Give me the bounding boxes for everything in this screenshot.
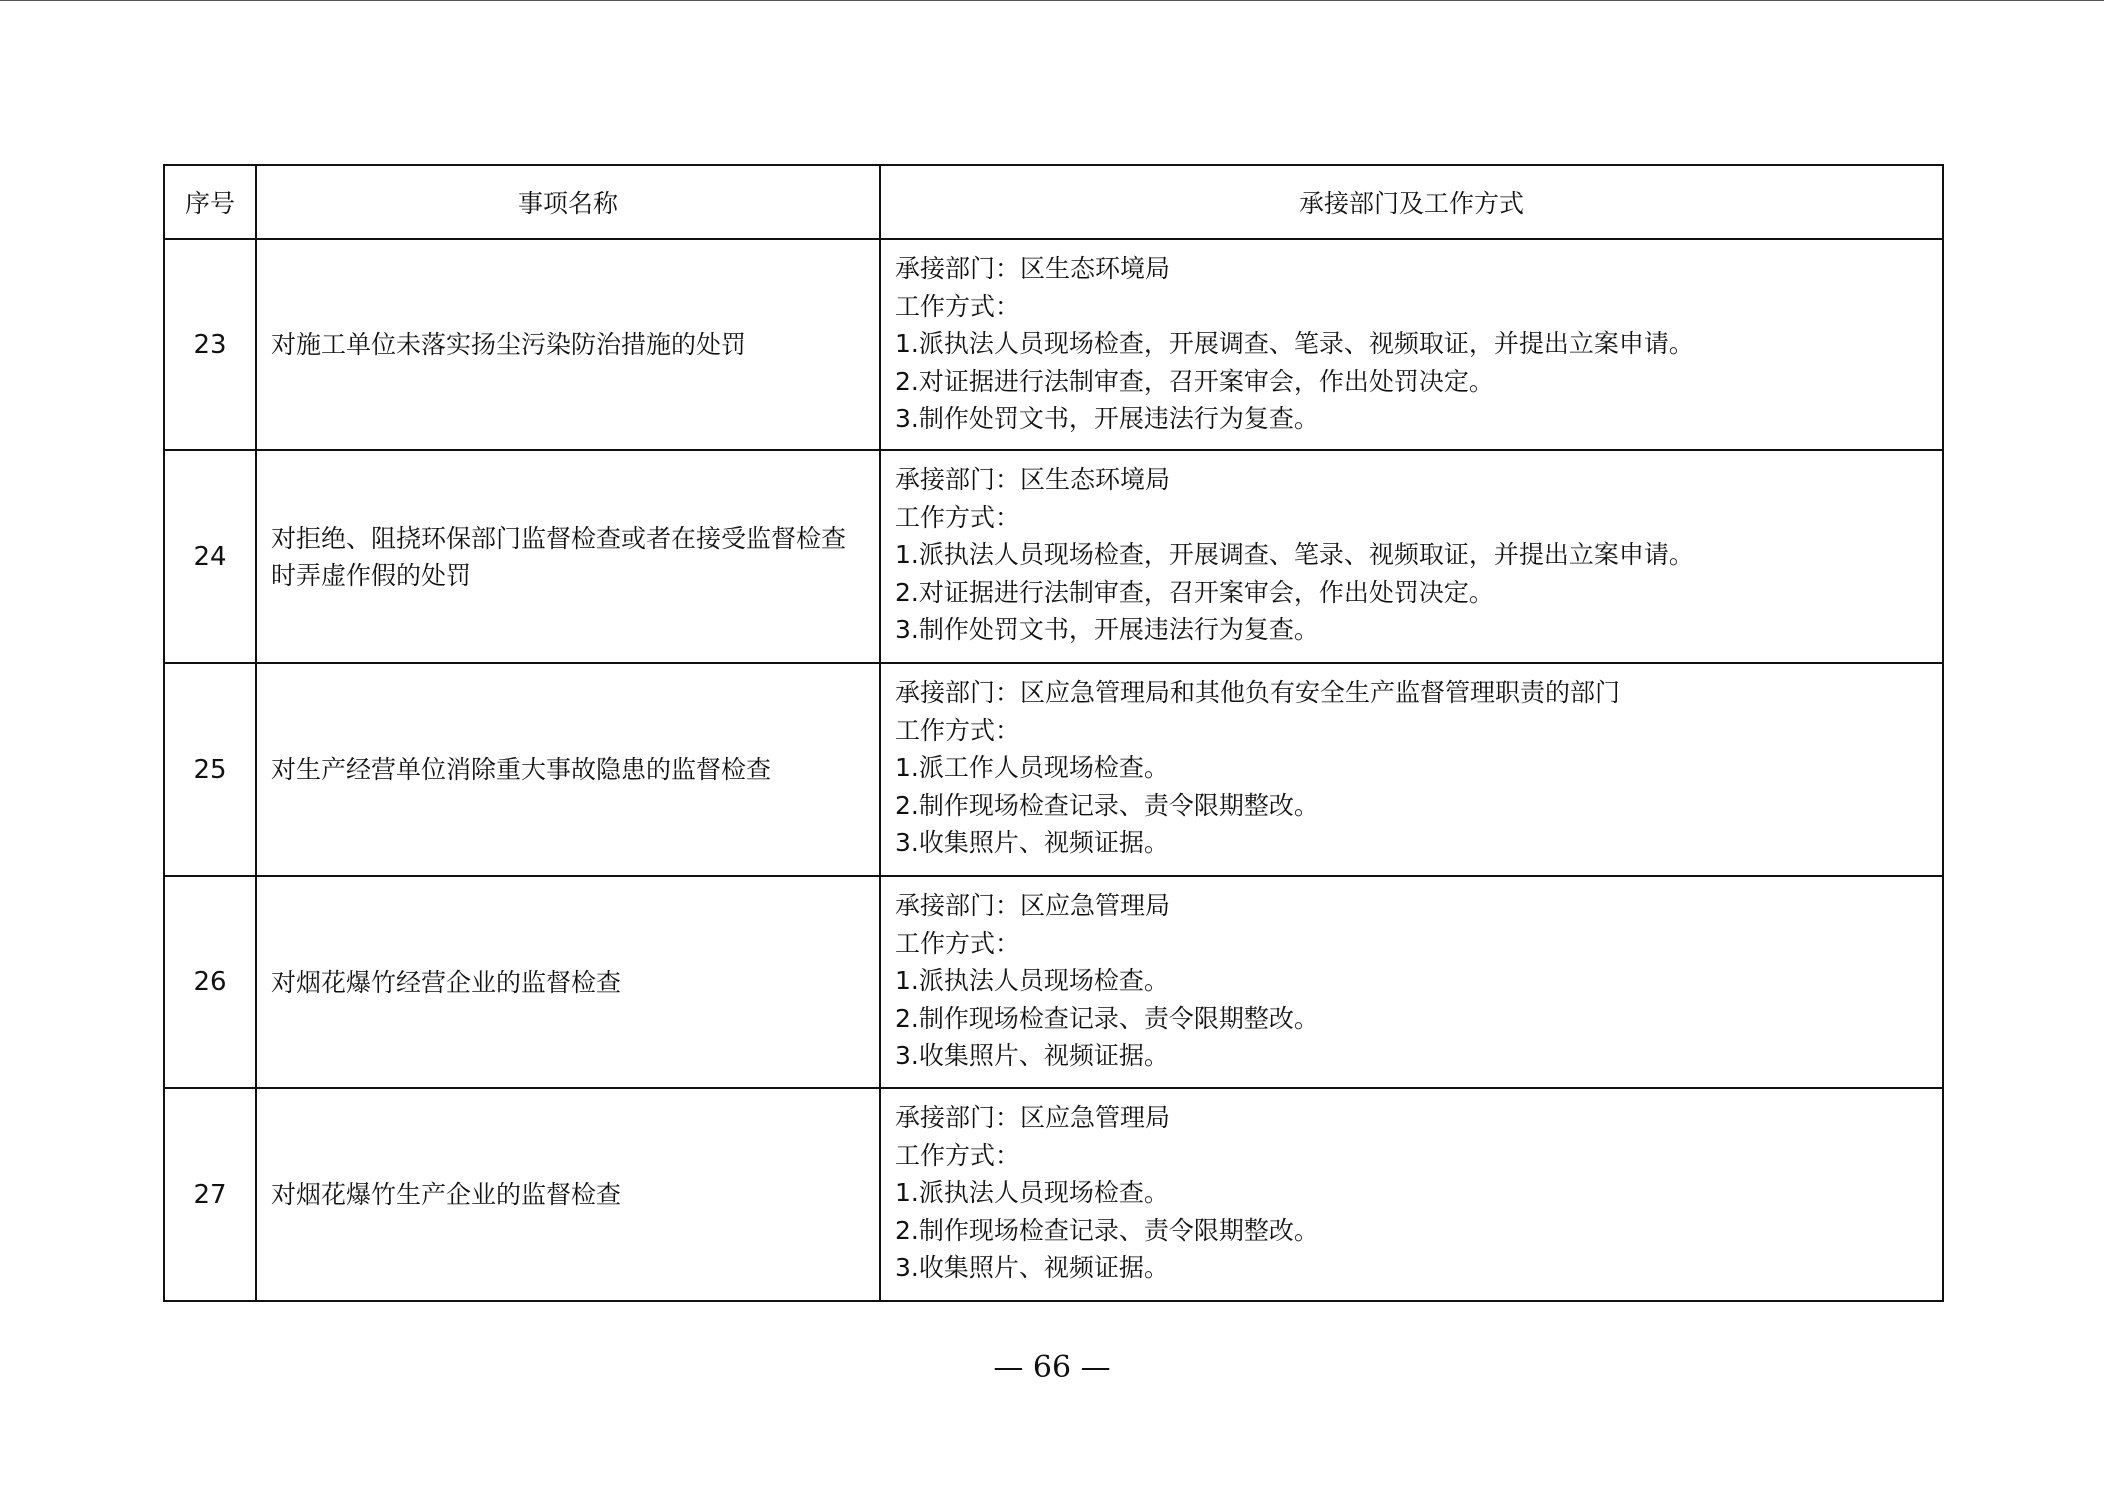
method-line: 1.派执法人员现场检查。 — [895, 1178, 1169, 1207]
method-line: 承接部门：区应急管理局 — [895, 891, 1171, 920]
table-row — [164, 876, 1943, 1088]
matter-name: 对施工单位未落实扬尘污染防治措施的处罚 — [256, 239, 880, 450]
method-cell — [880, 876, 1943, 1088]
method-line: 3.制作处罚文书，开展违法行为复查。 — [895, 404, 1319, 433]
method-line: 2.制作现场检查记录、责令限期整改。 — [895, 1003, 1319, 1033]
method-line: 工作方式： — [895, 502, 1021, 532]
row-number: 24 — [164, 450, 256, 663]
table-row — [164, 663, 1943, 876]
matter-name: 对烟花爆竹生产企业的监督检查 — [256, 1088, 880, 1301]
matter-name: 对烟花爆竹经营企业的监督检查 — [256, 876, 880, 1088]
method-line: 承接部门：区生态环境局 — [895, 254, 1171, 283]
method-line: 1.派执法人员现场检查，开展调查、笔录、视频取证，并提出立案申请。 — [895, 329, 1694, 358]
method-line: 1.派执法人员现场检查。 — [895, 966, 1169, 995]
row-number: 23 — [164, 239, 256, 450]
row-number: 26 — [164, 876, 256, 1088]
row-number: 25 — [164, 663, 256, 876]
method-line: 3.收集照片、视频证据。 — [895, 1041, 1169, 1070]
method-cell — [880, 239, 1943, 450]
matter-name: 对拒绝、阻挠环保部门监督检查或者在接受监督检查时弄虚作假的处罚 — [256, 450, 880, 663]
method-line: 2.制作现场检查记录、责令限期整改。 — [895, 1215, 1319, 1245]
header-no: 序号 — [164, 165, 256, 239]
matter-name: 对生产经营单位消除重大事故隐患的监督检查 — [256, 663, 880, 876]
method-line: 工作方式： — [895, 715, 1021, 745]
table-row — [164, 1088, 1943, 1301]
method-line: 2.制作现场检查记录、责令限期整改。 — [895, 790, 1319, 820]
header-name: 事项名称 — [256, 165, 880, 239]
method-line: 3.收集照片、视频证据。 — [895, 1253, 1169, 1282]
method-line: 2.对证据进行法制审查，召开案审会，作出处罚决定。 — [895, 577, 1494, 607]
method-line: 1.派工作人员现场检查。 — [895, 753, 1169, 782]
method-line: 承接部门：区生态环境局 — [895, 465, 1171, 494]
method-line: 承接部门：区应急管理局和其他负有安全生产监督管理职责的部门 — [895, 678, 1621, 707]
method-line: 2.对证据进行法制审查，召开案审会，作出处罚决定。 — [895, 366, 1494, 396]
top-border-line — [0, 0, 2104, 1]
table-header-row — [164, 165, 1943, 239]
method-line: 1.派执法人员现场检查，开展调查、笔录、视频取证，并提出立案申请。 — [895, 540, 1694, 569]
table-row — [164, 239, 1943, 450]
method-cell — [880, 663, 1943, 876]
method-line: 工作方式： — [895, 291, 1021, 321]
header-method: 承接部门及工作方式 — [880, 165, 1943, 239]
method-line: 工作方式： — [895, 928, 1021, 958]
table-row — [164, 450, 1943, 663]
method-cell — [880, 1088, 1943, 1301]
method-line: 3.收集照片、视频证据。 — [895, 828, 1169, 857]
matters-table — [163, 164, 1944, 1302]
method-line: 工作方式： — [895, 1140, 1021, 1170]
method-line: 承接部门：区应急管理局 — [895, 1103, 1171, 1132]
page-number: — 66 — — [993, 1350, 1111, 1385]
method-cell — [880, 450, 1943, 663]
row-number: 27 — [164, 1088, 256, 1301]
method-line: 3.制作处罚文书，开展违法行为复查。 — [895, 615, 1319, 644]
